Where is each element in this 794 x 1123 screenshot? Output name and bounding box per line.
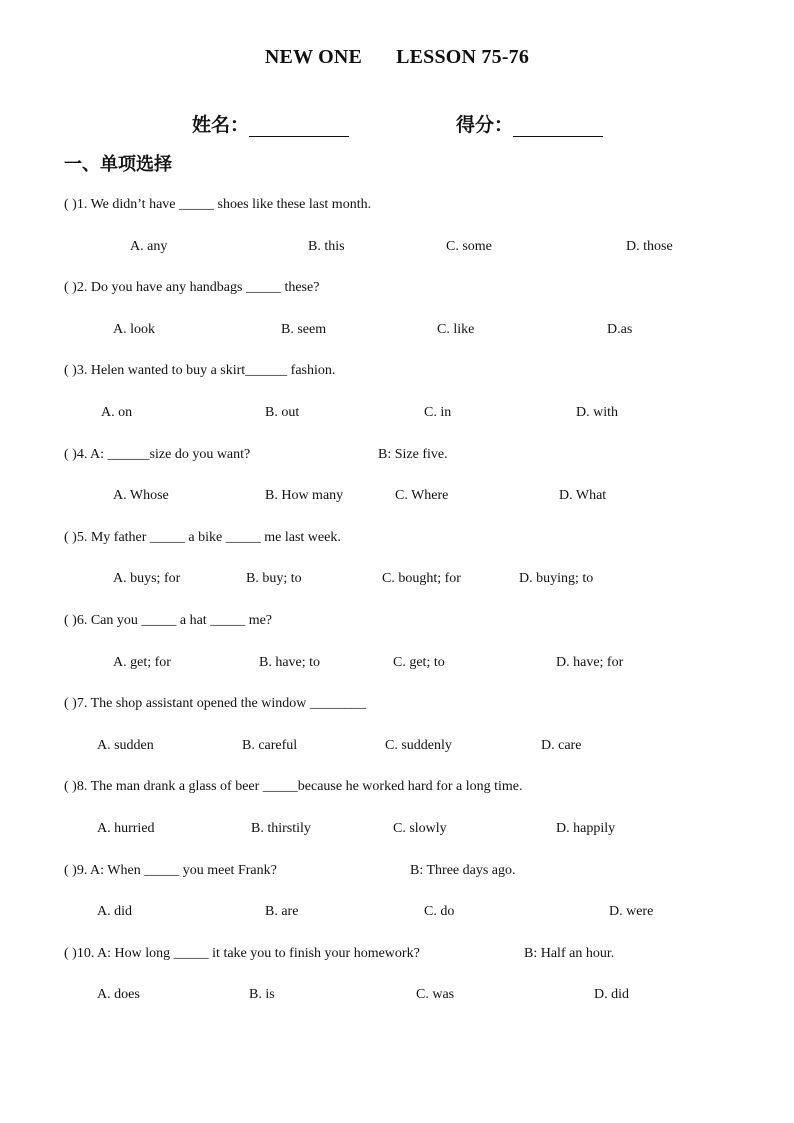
score-field xyxy=(456,110,603,137)
option-c: C. suddenly xyxy=(385,738,452,753)
option-b: B. this xyxy=(308,239,345,254)
option-c: C. in xyxy=(424,405,452,420)
question-text: 9. A: When _____ you meet Frank? xyxy=(76,863,277,878)
option-a: A. Whose xyxy=(113,488,169,503)
score-label: 得分： xyxy=(456,114,514,136)
title-book: NEW ONE xyxy=(264,46,363,68)
question-8 xyxy=(64,779,522,795)
option-d: D.as xyxy=(607,322,633,337)
question-reply: B: Three days ago. xyxy=(410,863,516,878)
question-text: 4. A: ______size do you want? xyxy=(76,447,251,462)
question-4 xyxy=(64,447,250,463)
option-d: D. with xyxy=(576,405,618,420)
option-c: C. was xyxy=(416,987,455,1002)
option-a: A. buys; for xyxy=(113,571,181,586)
question-9 xyxy=(64,863,277,879)
page-title xyxy=(0,46,794,69)
question-reply: B: Half an hour. xyxy=(524,946,615,961)
option-c: C. Where xyxy=(395,488,449,503)
option-b: B. thirstily xyxy=(251,821,311,836)
answer-paren[interactable]: ( ) xyxy=(64,363,77,378)
section-heading: 一、单项选择 xyxy=(64,154,172,175)
answer-paren[interactable]: ( ) xyxy=(64,779,77,794)
option-a: A. any xyxy=(130,239,168,254)
question-2 xyxy=(64,280,319,296)
option-b: B. is xyxy=(249,987,275,1002)
question-reply: B: Size five. xyxy=(378,447,448,462)
question-text: 6. Can you _____ a hat _____ me? xyxy=(76,613,273,628)
question-text: 1. We didn’t have _____ shoes like these last month. xyxy=(76,197,372,212)
option-d: D. were xyxy=(609,904,654,919)
option-c: C. bought; for xyxy=(382,571,461,586)
option-a: A. did xyxy=(97,904,132,919)
option-a: A. hurried xyxy=(97,821,155,836)
option-a: A. on xyxy=(101,405,133,420)
option-d: D. happily xyxy=(556,821,616,836)
option-c: C. some xyxy=(446,239,492,254)
option-b: B. are xyxy=(265,904,299,919)
option-b: B. How many xyxy=(265,488,344,503)
question-7 xyxy=(64,696,366,712)
answer-paren[interactable]: ( ) xyxy=(64,613,77,628)
question-1 xyxy=(64,197,371,213)
option-a: A. sudden xyxy=(97,738,154,753)
question-3 xyxy=(64,363,335,379)
answer-paren[interactable]: ( ) xyxy=(64,863,77,878)
question-text: 5. My father _____ a bike _____ me last week. xyxy=(76,530,341,545)
option-d: D. did xyxy=(594,987,629,1002)
option-d: D. buying; to xyxy=(519,571,594,586)
option-b: B. out xyxy=(265,405,300,420)
title-lesson: LESSON 75-76 xyxy=(396,46,530,68)
option-c: C. slowly xyxy=(393,821,447,836)
question-text: 8. The man drank a glass of beer _____because he worked hard for a long time. xyxy=(76,779,523,794)
question-text: 2. Do you have any handbags _____ these? xyxy=(76,280,320,295)
name-blank[interactable] xyxy=(249,118,349,137)
answer-paren[interactable]: ( ) xyxy=(64,280,77,295)
question-text: 3. Helen wanted to buy a skirt______ fashion. xyxy=(76,363,336,378)
score-blank[interactable] xyxy=(513,118,603,137)
answer-paren[interactable]: ( ) xyxy=(64,197,77,212)
option-d: D. have; for xyxy=(556,655,624,670)
name-field xyxy=(192,110,349,137)
option-b: B. have; to xyxy=(259,655,321,670)
question-text: 10. A: How long _____ it take you to finish your homework? xyxy=(76,946,420,961)
option-b: B. careful xyxy=(242,738,298,753)
option-a: A. look xyxy=(113,322,155,337)
option-d: D. care xyxy=(541,738,582,753)
option-c: C. do xyxy=(424,904,455,919)
answer-paren[interactable]: ( ) xyxy=(64,447,77,462)
option-c: C. get; to xyxy=(393,655,445,670)
option-c: C. like xyxy=(437,322,475,337)
name-label: 姓名： xyxy=(192,114,250,136)
answer-paren[interactable]: ( ) xyxy=(64,946,77,961)
question-text: 7. The shop assistant opened the window ________ xyxy=(76,696,366,711)
option-d: D. What xyxy=(559,488,607,503)
question-5 xyxy=(64,530,341,546)
option-a: A. get; for xyxy=(113,655,171,670)
option-d: D. those xyxy=(626,239,673,254)
option-a: A. does xyxy=(97,987,140,1002)
answer-paren[interactable]: ( ) xyxy=(64,696,77,711)
option-b: B. buy; to xyxy=(246,571,302,586)
option-b: B. seem xyxy=(281,322,327,337)
question-10 xyxy=(64,946,420,962)
answer-paren[interactable]: ( ) xyxy=(64,530,77,545)
question-6 xyxy=(64,613,272,629)
